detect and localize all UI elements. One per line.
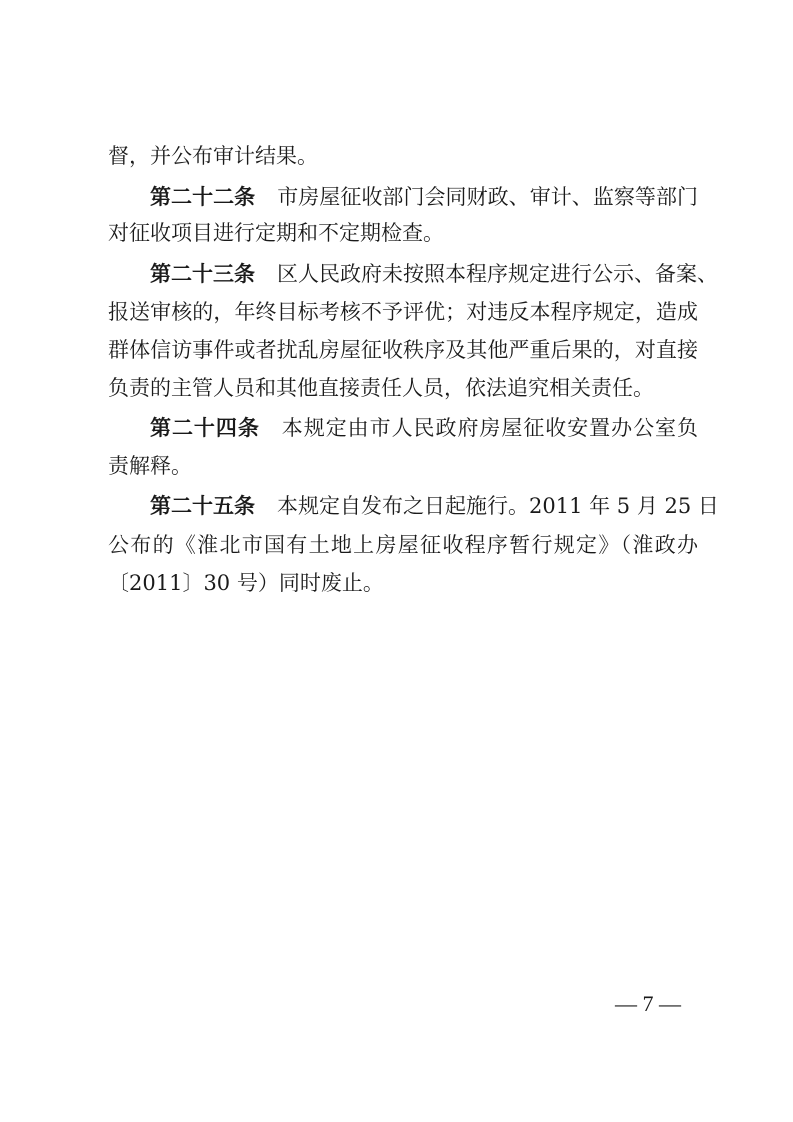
article-23-line-2 [108,294,698,330]
paragraph-line [108,138,698,174]
article-25-line-3 [108,565,698,601]
paragraph-text: 市房屋征收部门会同财政、审计、监察等部门 [277,185,699,209]
paragraph-text: 督，并公布审计结果。 [108,144,318,168]
article-24-line-2 [108,448,698,484]
article-number: 第二十四条 [150,416,260,440]
paragraph-text: 群体信访事件或者扰乱房屋征收秩序及其他严重后果的，对直接 [108,338,698,362]
paragraph-text: 公布的《淮北市国有土地上房屋征收程序暂行规定》（淮政办 [108,533,698,557]
article-number: 第二十三条 [150,262,255,286]
article-number: 第二十五条 [150,494,255,518]
paragraph-text: 本规定自发布之日起施行。2011 年 5 月 25 日 [277,494,719,518]
paragraph-text: 对征收项目进行定期和不定期检查。 [108,221,444,245]
article-24-line-1 [150,410,698,446]
paragraph-text: 〔2011〕30 号）同时废止。 [108,571,384,595]
article-25-line-2 [108,527,698,563]
paragraph-text: 区人民政府未按照本程序规定进行公示、备案、 [277,262,718,286]
article-25-line-1 [150,488,719,524]
article-number: 第二十二条 [150,185,256,209]
paragraph-text: 责解释。 [108,454,192,478]
article-23-line-3 [108,332,698,368]
article-22-line-1 [150,179,698,215]
page-number: — 7 — [615,991,681,1016]
article-23-line-1 [150,256,718,292]
article-23-line-4 [108,370,698,406]
article-22-line-2 [108,215,698,251]
paragraph-text: 负责的主管人员和其他直接责任人员，依法追究相关责任。 [108,376,654,400]
paragraph-text: 本规定由市人民政府房屋征收安置办公室负 [281,416,699,440]
paragraph-text: 报送审核的，年终目标考核不予评优；对违反本程序规定，造成 [108,300,698,324]
